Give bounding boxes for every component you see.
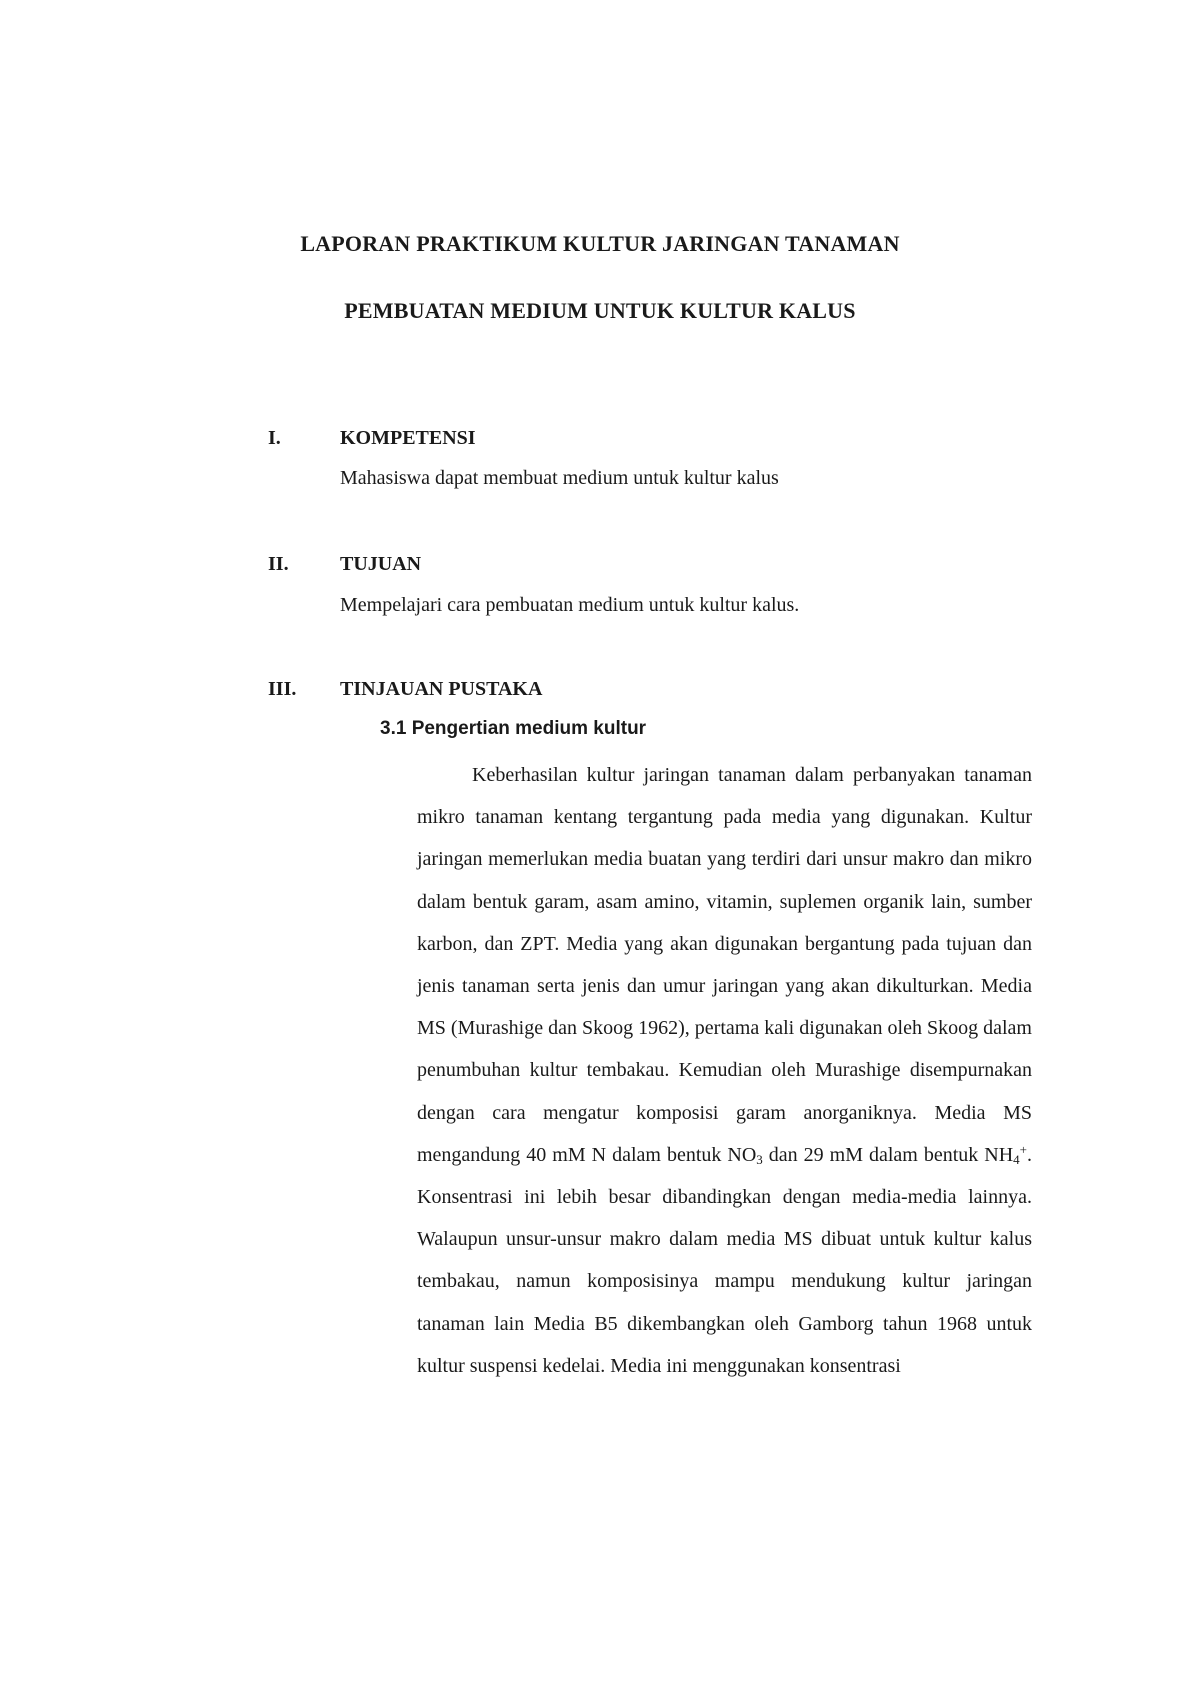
- section-heading-kompetensi: KOMPETENSI: [340, 427, 476, 449]
- section-number-3: III.: [268, 678, 297, 700]
- paragraph-text-part-3: . Konsentrasi ini lebih besar dibandingkan dengan media-media lainnya. Walaupun unsur-unsur makro dalam media MS dibuat untuk kultur kalus tembakau, namun komposisinya mampu mendukung kultur jaringan tanaman lain Media B5 dikembangkan oleh Gamborg tahun 1968 untuk kultur suspensi kedelai. Media ini menggunakan konsentrasi: [417, 1143, 1032, 1377]
- section-heading-tinjauan-pustaka: TINJAUAN PUSTAKA: [340, 678, 543, 700]
- subscript-3: 3: [756, 1151, 763, 1167]
- section-number-1: I.: [268, 427, 281, 449]
- subscript-4: 4: [1013, 1151, 1020, 1167]
- section-body-tujuan: Mempelajari cara pembuatan medium untuk kultur kalus.: [340, 594, 800, 616]
- section-number-2: II.: [268, 553, 289, 575]
- superscript-plus: +: [1019, 1141, 1027, 1157]
- document-subtitle: PEMBUATAN MEDIUM UNTUK KULTUR KALUS: [344, 298, 856, 323]
- section-heading-tujuan: TUJUAN: [340, 553, 422, 575]
- body-paragraph: [417, 754, 1032, 1387]
- document-title: LAPORAN PRAKTIKUM KULTUR JARINGAN TANAMAN: [300, 231, 900, 256]
- section-body-kompetensi: Mahasiswa dapat membuat medium untuk kultur kalus: [340, 467, 779, 489]
- paragraph-text-part-1: Keberhasilan kultur jaringan tanaman dalam perbanyakan tanaman mikro tanaman kentang tergantung pada media yang digunakan. Kultur jaringan memerlukan media buatan yang terdiri dari unsur makro dan mikro dalam bentuk garam, asam amino, vitamin, suplemen organik lain, sumber karbon, dan ZPT. Media yang akan digunakan bergantung pada tujuan dan jenis tanaman serta jenis dan umur jaringan yang akan dikulturkan. Media MS (Murashige dan Skoog 1962), pertama kali digunakan oleh Skoog dalam penumbuhan kultur tembakau. Kemudian oleh Murashige disempurnakan dengan cara mengatur komposisi garam anorganiknya. Media MS mengandung 40 mM N dalam bentuk NO: [417, 764, 1032, 1166]
- paragraph-text-part-2: dan 29 mM dalam bentuk NH: [762, 1143, 1014, 1166]
- subsection-heading-3-1: 3.1 Pengertian medium kultur: [380, 718, 647, 739]
